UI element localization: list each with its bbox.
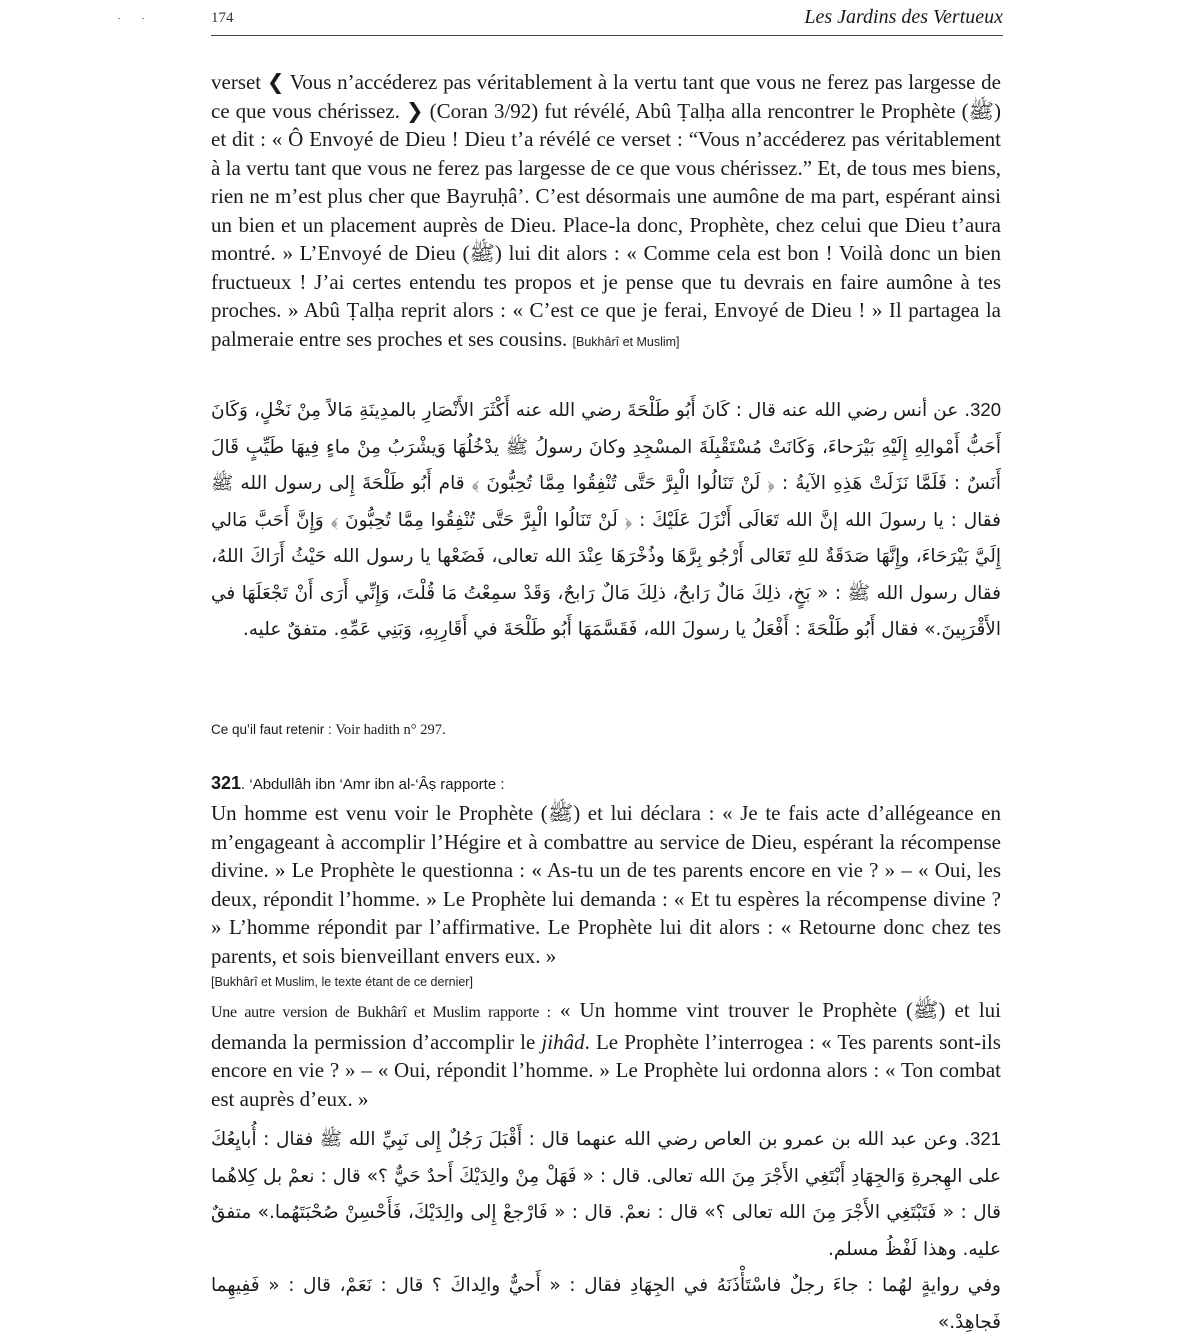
hadith-321-arabic-number: 321	[970, 1128, 1001, 1149]
hadith-321-arabic-variant: وفي روايةٍ لهُما : جاءَ رجلٌ فاسْتَأْذَنَهُ في الجِهَادِ فقال : « أَحيٌّ والِداكَ ؟ قال : نَعَمْ، قال : « فَفِيهِما فَجاهِدْ.»	[211, 1275, 1001, 1333]
hadith-320-french	[211, 68, 1001, 356]
hadith-321-source: [Bukhârî et Muslim, le texte étant de ce dernier]	[211, 975, 473, 989]
hadith-320-arabic-text: 320. عن أنس رضي الله عنه قال : كَانَ أَبُو طَلْحَةَ رضي الله عنه أَكْثَرَ الأَنْصَارِ بالمدِينَةِ مَالاً مِنْ نَخْلٍ، وَكَانَ أَحَبُّ أَمْوالِهِ إِلَيْهِ بَيْرَحاءَ، وَكَانَتْ مُسْتَقْبِلَةَ المسْجِدِ وكانَ رسولُ ﷺ يدْخُلُهَا وَيشْرَبُ مِنْ ماءٍ فِيهَا طَيِّبٍ قَالَ أَنَسٌ : فَلَمَّا نَزَلَتْ هَذِهِ الآيةُ : ﴿ لَنْ تَنَالُوا الْبِرَّ حَتَّى تُنْفِقُوا مِمَّا تُحِبُّونَ ﴾ قام أَبُو طَلْحَةَ إِلى رسول الله ﷺ فقال : يا رسولَ الله إنَّ الله تَعَالَى أَنْزَلَ عَلَيْكَ : ﴿ لَنْ تَنَالُوا الْبِرَّ حَتَّى تُنْفِقُوا مِمَّا تُحِبُّونَ ﴾ وَإِنَّ أَحَبَّ مَالي إِلَيَّ بَيْرَحَاءَ، وإِنَّهَا صَدَقَةٌ للهِ تَعَالى أَرْجُو بِرَّهَا وذُخْرَهَا عِنْدَ الله تعالى، فَضَعْها يا رسول الله حَيْثُ أَرَاكَ اللهُ، فقال رسول الله ﷺ : « بَخٍ، ذلِكَ مَالٌ رَابحٌ، ذلِكَ مَالٌ رَابحٌ، وَقَدْ سمِعْتُ مَا قُلْتَ، وَإِنِّي أَرَى أَنْ تَجْعَلَهَا في الأَقْرَبِينَ.» فقال أَبُو طَلْحَةَ : أَفْعَلُ يا رسولَ الله، فَقَسَّمَهَا أَبُو طَلْحَةَ في أَقَارِبِهِ، وَبَنِي عَمِّهِ. متفقٌ عليه.	[211, 399, 1001, 640]
header-divider	[211, 35, 1003, 36]
retain-note	[211, 722, 1001, 739]
jihad-term: jihâd	[541, 1029, 585, 1054]
hadith-321-number: 321	[211, 773, 242, 793]
hadith-321-french-text: Un homme est venu voir le Prophète (ﷺ) et lui déclara : « Je te fais acte d’allégeance en m’engageant à accomplir l’Hégire et à combattre au service de Dieu, espérant la récompense divine. » Le Prophète le questionna : « As-tu un de tes parents encore en vie ? » – « Oui, les deux, répondit l’homme. » Le Prophète lui demanda : « Et tu espères la récompense divine ? » L’homme répondit par l’affirmative. Le Prophète lui dit alors : « Retourne donc chez tes parents, et sois bienveillant envers eux. »	[211, 801, 1001, 968]
hadith-320-arabic	[211, 392, 1001, 649]
other-version-text: Une autre version de Bukhârî et Muslim rapporte : « Un homme vint trouver le Prophète (ﷺ) et lui demanda la permission d’accomplir le jihâd. Le Prophète l’interrogea : « Tes parents sont-ils encore en vie ? » – « Oui, répondit l’homme. » Le Prophète lui ordonna alors : « Ton combat est auprès d’eux. »	[211, 998, 1001, 1111]
other-version-lead: Une autre version de Bukhârî et Muslim rapporte :	[211, 1004, 551, 1021]
hadith-321-arabic	[211, 1121, 1001, 1341]
hadith-321-french	[211, 799, 1001, 970]
hadith-321-heading	[211, 773, 1001, 794]
running-title: Les Jardins des Vertueux	[804, 6, 1003, 28]
hadith-320-source: [Bukhârî et Muslim]	[572, 334, 680, 349]
scan-artifact	[118, 18, 120, 19]
hadith-320-arabic-number: 320	[970, 399, 1001, 420]
page-number: 174	[211, 10, 234, 26]
retain-value: Voir hadith n° 297.	[335, 722, 446, 738]
hadith-321-arabic-text: 321. وعن عبد الله بن عمرو بن العاص رضي الله عنهما قال : أَقْبَلَ رَجُلٌ إِلى نَبِيِّ الله ﷺ فقال : أُبايِعُكَ على الهِجرةِ وَالجِهَادِ أَبْتَغِي الأَجْرَ مِنَ الله تعالى. قال : « فَهَلْ مِنْ والِدَيْكَ أَحدٌ حَيٌّ ؟» قال : نعمْ بل كِلاهُما قال : « فَتَبْتَغِي الأَجْرَ مِنَ الله تعالى ؟» قال : نعمْ. قال : « فَارْجعْ إِلى والِدَيْكَ، فَأَحْسِنْ صُحْبَتَهُما.» متفقٌ عليه. وهذا لَفْظُ مسلم.	[211, 1128, 1001, 1260]
hadith-321-narrator: . ‘Abdullâh ibn ‘Amr ibn al-‘Âṣ rapporte :	[241, 776, 505, 793]
scan-artifact	[142, 18, 144, 19]
hadith-321-source-wrap	[211, 973, 1001, 991]
page-header	[211, 4, 1003, 36]
retain-label: Ce qu’il faut retenir :	[211, 722, 332, 737]
hadith-320-french-text: verset ❮ Vous n’accéderez pas véritablement à la vertu tant que vous ne ferez pas largesse de ce que vous chérissez. ❯ (Coran 3/92) fut révélé, Abû Ṭalḥa alla rencontrer le Prophète (ﷺ) et dit : « Ô Envoyé de Dieu ! Dieu t’a révélé ce verset : “Vous n’accéderez pas véritablement à la vertu tant que vous ne ferez pas largesse de ce que vous chérissez.” Et, de tous mes biens, rien ne m’est plus cher que Bayruḥâ’. C’est désormais une aumône de ma part, espérant ainsi un bien et un placement auprès de Dieu. Place-la donc, Prophète, chez celui que Dieu t’aura montré. » L’Envoyé de Dieu (ﷺ) lui dit alors : « Comme cela est bon ! Voilà donc un bien fructueux ! J’ai certes entendu tes propos et je pense que tu devrais en faire aumône à tes proches. » Abû Ṭalḥa reprit alors : « C’est ce que je ferai, Envoyé de Dieu ! » Il partagea la palmeraie entre ses proches et ses cousins. [Bukhârî et Muslim]	[211, 70, 1001, 351]
hadith-321-other-version	[211, 996, 1001, 1113]
